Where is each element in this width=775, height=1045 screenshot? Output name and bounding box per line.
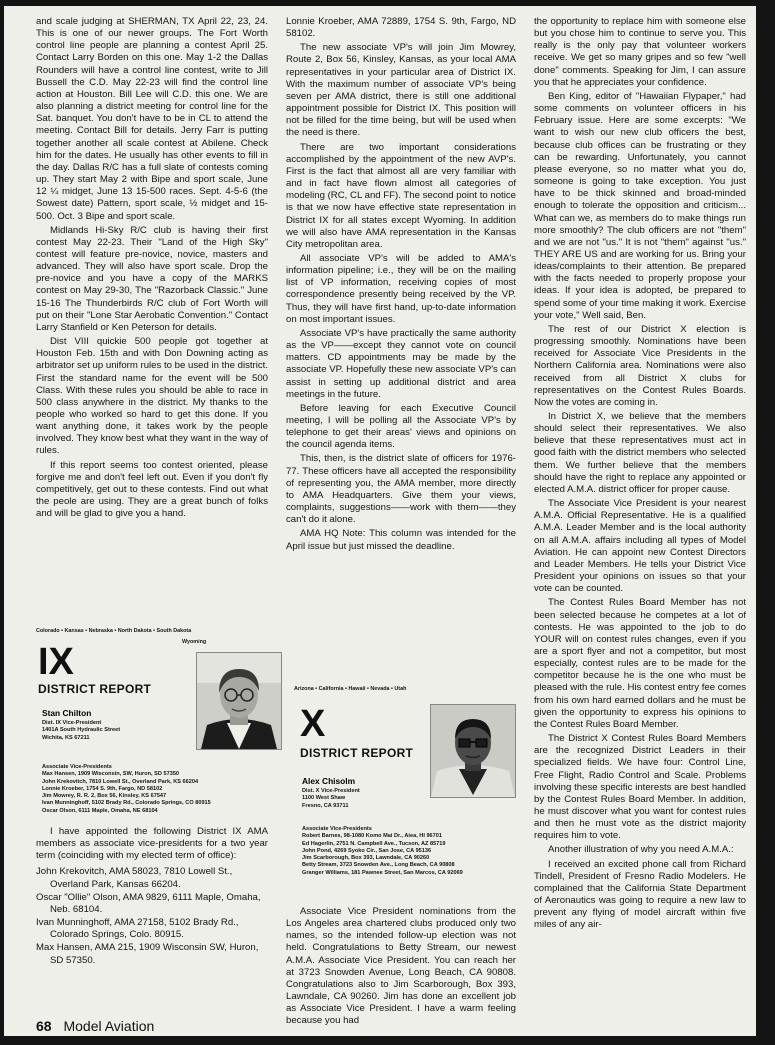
district-10-vp-name: Alex Chisolm: [302, 776, 356, 786]
col1-paragraph-1: and scale judging at SHERMAN, TX April 22, 23, 24. This is one of our newer groups. The Fort Worth control line people are planning a contest April 25. Contact Larry Borden on this one. May 1-2 the Dallas Rounders will have a control line contest, write to Jill Bussell the C.D. May 22-23 will find the control line action at Houston. Bill Lee will C.D. this one. We are also planning a district meeting for control line for the Sat. banquet. You don't have to be in CL to attend the meeting. Contact Bill for details. Jerry Farr is putting together another all scale contest at Abilene. Check him for the dates. He usually has other events to fill in the day. Dallas R/C has a full slate of contests coming up. They start May 2 with Bipe and sport scale, June 12 ¼ midget, June 13 15-500 races. Sept. 4-5-6 (the Sowest date) Pattern, sport scale, ½ midget and 15-500. Oct. 3 Bipe and sport scale.: [36, 16, 268, 222]
district-10-avp-item: Jim Scarborough, Box 393, Lawndale, CA 90260: [302, 855, 430, 862]
col2-paragraph-0: Lonnie Kroeber, AMA 72889, 1754 S. 9th, Fargo, ND 58102.: [286, 16, 516, 40]
column-2: [286, 16, 516, 555]
col3-paragraph-2: Ben King, editor of "Hawaiian Flypaper," had some comments on volunteer officers in his February issue. Here are some excerpts: "We want to wish our new club officers the best, because club offices can be frustrating or they can be rewarding. Unfortunately, you cannot please everyone, so no matter what you do, someone is going to take exception. You just have to be thick skinned and broad-minded enough to tolerate the opposition and criticism... What can we, as members do to make things run more smoothly? The club officers are not "them" and we are not "us." It is not "them" against "us." THEY ARE US and are working for us. Bring your ideas/complaints to their attention. Be prepared with the facts needed to properly propose your ideas. If your idea is adopted, be prepared to spend some of your time making it work. Exercise your vote," Well said, Ben.: [534, 90, 746, 321]
district-10-vp-photo: [430, 704, 516, 798]
district-9-avp-item: Oscar Olson, 6111 Maple, Omaha, NE 68104: [42, 807, 158, 814]
district-10-states: Arizona • California • Hawaii • Nevada • Utah: [294, 686, 407, 692]
district-10-vp-address-1: 1100 West Shaw: [302, 795, 346, 802]
district-10-title: DISTRICT REPORT: [300, 746, 414, 760]
district-10-avp-item: Granger Williams, 181 Pawnee Street, San Marcos, CA 92069: [302, 869, 463, 876]
col2-paragraph-6: This, then, is the district slate of officers for 1976-77. These officers have all accepted the responsibility of representing you, the AMA member, more directly to AMA Headquarters. Give them your views, complaints, suggestions——work with them——they can't do it alone.: [286, 453, 516, 526]
col1b-intro: I have appointed the following District IX AMA members as associate vice-presidents for a two year term (coinciding with my elected term of office):: [36, 826, 268, 862]
col3-paragraph-4: In District X, we believe that the members should select their representatives. We also believe that these representatives must act in good faith with the district members who selected them. We further believe that the members should have the right to replace any appointed or elected A.M.A. district officer for proper cause.: [534, 411, 746, 495]
col3-paragraph-9: I received an excited phone call from Richard Tindell, President of Fresno Radio Modelers. He complained that the California State Department of Aeronautics was going to require a new law to prevent any flying of model aircraft within five miles of any air-: [534, 858, 746, 931]
col2-paragraph-5: Before leaving for each Executive Council meeting, I will be polling all the Associate VP's by telephone to get their areas' views and opinions on the council agenda items.: [286, 402, 516, 451]
col1b-entry: Ivan Munninghoff, AMA 27158, 5102 Brady Rd., Colorado Springs, Colo. 80915.: [36, 917, 239, 941]
col2-paragraph-2: There are two important considerations accomplished by the appointment of the new AVP's. First is the fact that almost all are very familiar with and in fact have flown almost all categories of modeling (RC, CL and FF). The second point to notice is that we now have effective state representation in District IX for all states except Wyoming. In addition we will also have AMA representation in the Kansas City metropolitan area.: [286, 141, 516, 250]
col3-paragraph-3: The rest of our District X election is progressing smoothly. Nominations have been received for Associate Vice Presidents in the Northern California area. Nominations were also received from all District X clubs for representatives on the Contest Rules Boards. Now the votes are coming in.: [534, 323, 746, 408]
district-10-box: [294, 686, 520, 900]
district-10-avp-heading: Associate Vice-Presidents: [302, 826, 372, 832]
col3-paragraph-7: The District X Contest Rules Board Members are the recognized District Leaders in their specialized fields. We have four: Control Line, Free Flight, Radio Control and Scale. Problems involving these specific interests are best handled by the Contest Rules Board Member. In addition, he must discover what you want for contest rules and then he must vote as the district majority requires him to vote.: [534, 733, 746, 842]
page-footer: [36, 1018, 154, 1034]
column-2-bottom: [286, 906, 516, 1030]
col3-paragraph-5: The Associate Vice President is your nearest A.M.A. Official Representative. He is a qualified A.M.A. Leader Member and is the local authority on all A.M.A. affairs including all types of Model Aviation. He can appoint new Contest Directors and Leader Members. He tells your District Vice President your opinions on issues so that your vote can be counted.: [534, 498, 746, 595]
portrait-stan-chilton: [197, 653, 281, 749]
col1-paragraph-4: If this report seems too contest oriented, please forgive me and don't feel left out. Even if you don't fly competitively, get out to these contests. Find out what the peole are using. They are a great bunch of folks and will be glad to give you a hand.: [36, 459, 268, 520]
district-10-avp-list: [302, 826, 520, 877]
district-9-vp-name: Stan Chilton: [42, 708, 92, 718]
district-9-avp-item: John Krekovitch, 7810 Lowell St., Overland Park, KS 66204: [42, 778, 199, 785]
magazine-page: [4, 6, 756, 1036]
col1b-entry: Max Hansen, AMA 215, 1909 Wisconsin SW, Huron, SD 57350.: [36, 942, 259, 966]
col1b-entry: John Krekovitch, AMA 58023, 7810 Lowell St., Overland Park, Kansas 66204.: [36, 866, 233, 890]
district-10-avp-item: Robert Barnes, 98-1080 Komo Mai Dr., Aiea, HI 96701: [302, 833, 443, 840]
portrait-alex-chisolm: [431, 705, 515, 797]
col2b-paragraph-1: Associate Vice President nominations from the Los Angeles area chartered clubs produced only two names, so the intended follow-up election was not held. Congratulations to Betty Stream, our newest A.M.A. Associate Vice President. You can reach her at 3723 Snowden Avenue, Long Beach, CA 90808. Congratulations also to Jim Scarborough, Box 393, Lawndale, CA 90260. Jim has done an excellent job as Associate Vice President. I have a warm feeling because you had: [286, 906, 516, 1027]
district-9-vp-address-2: Wichita, KS 67211: [42, 734, 90, 741]
district-9-vp-photo: [196, 652, 282, 750]
district-9-box: [36, 628, 276, 828]
district-9-vp-address-1: 1401A South Hydraulic Street: [42, 727, 121, 734]
col2-paragraph-4: Associate VP's have practically the same authority as the VP——except they cannot vote on council matters. CD appointments may be made by the associate VP. Hopefully these new associate VP's can assist in setting up additional district and area meetings in the future.: [286, 327, 516, 400]
district-9-avp-item: Jim Mowrey, R. R. 2, Box 56, Kinsley, KS 67547: [42, 793, 167, 800]
column-1: [36, 16, 268, 522]
district-10-avp-item: Ed Hagerlin, 2751 N. Campbell Ave., Tucson, AZ 85719: [302, 840, 446, 847]
column-1-bottom: [36, 826, 268, 968]
district-9-title: DISTRICT REPORT: [38, 682, 152, 696]
district-9-states: Colorado • Kansas • Nebraska • North Dakota • South Dakota: [36, 628, 192, 634]
district-10-vp-title: Dist. X Vice-President: [302, 788, 360, 794]
district-10-number: X: [300, 703, 326, 745]
magazine-title: Model Aviation: [63, 1018, 155, 1034]
district-10-avp-item: John Pond, 4269 Syoko Cir., San Jose, CA 95136: [302, 847, 432, 854]
district-9-vp-title: Dist. IX Vice-President: [42, 720, 102, 726]
col3-paragraph-1: the opportunity to replace him with someone else but you chose him to continue to serve you. This really is the only pay that volunteer workers receive. We get so many gripes and so few "well done" comments. Speaking for Jim, I can assure you that he appreciates your confidence.: [534, 16, 746, 88]
district-9-avp-item: Ivan Munninghoff, 5102 Brady Rd., Colorado Springs, CO 80915: [42, 800, 211, 807]
col2-paragraph-7: AMA HQ Note: This column was intended for the April issue but just missed the deadline.: [286, 528, 516, 552]
district-9-states-line-2: Wyoming: [182, 639, 207, 645]
district-10-avp-item: Betty Stream, 3723 Snowden Ave., Long Beach, CA 90808: [302, 862, 455, 869]
district-9-avp-heading: Associate Vice-Presidents: [42, 764, 112, 770]
district-9-avp-item: Lonnie Kroeber, 1754 S. 9th, Fargo, ND 58102: [42, 785, 163, 792]
col2-paragraph-1: The new associate VP's will join Jim Mowrey, Route 2, Box 56, Kinsley, Kansas, as your local AMA representatives in your particular area of District IX. With the maximum number of associate VP's being seven per AMA district, there is still one additional appointment possible for District IX. This position will not be filled for the time being, but will be used when the need is there.: [286, 42, 516, 139]
district-9-number: IX: [38, 641, 74, 683]
col1-paragraph-3: Dist VIII quickie 500 people got together at Houston Feb. 15th and with Don Downing acting as arbitrator set up uniform rules to be used in the district. First the standard name for the event will be 500 Class. With these rules you should be able to race in 500 class anywhere in the district. My thanks to the people who worked so hard to get this done. If you want anything done, it takes work by the people involved. They know best what they want in the way of rules.: [36, 336, 268, 457]
district-9-avp-item: Max Hansen, 1909 Wisconsin, SW, Huron, SD 57350: [42, 771, 180, 778]
district-9-avp-list: [42, 764, 272, 815]
col2-paragraph-3: All associate VP's will be added to AMA's information pipeline; i.e., they will be on the mailing list of VP information, receiving copies of most correspondence presently being received by the VP. Thus, they will have first hand, up-to-date information on most important issues.: [286, 252, 516, 325]
column-3: [534, 16, 746, 934]
col1b-entry: Oscar "Ollie" Olson, AMA 9829, 6111 Maple, Omaha, Neb. 68104.: [36, 891, 261, 915]
page-number: 68: [36, 1018, 52, 1034]
col1-paragraph-2: Midlands Hi-Sky R/C club is having their first contest May 22-23. Their "Land of the High Sky" contest will feature pre-novice, novice, masters and advanced. They will also have sport scale. Drop the pre-novice and you have a copy of the MARKS contest on May 29-30, The "Razorback Classic." June 15-16 The Thunderbirds R/C club of Fort Worth will put on their "Lone Star Aerobatic Convention." Contact Larry Stanfield or Ken Peterson for details.: [36, 224, 268, 333]
district-10-vp-address-2: Fresno, CA 93711: [302, 802, 349, 809]
col3-paragraph-8: Another illustration of why you need A.M.A.:: [548, 844, 734, 856]
col3-paragraph-6: The Contest Rules Board Member has not been selected because he competes at a lot of contests. He was appointed to the job to do YOUR will on contest rules changes, even if you are a sport flyer and not a competitor, but most especially, contest rules are to be made for the competitor because he is the one who must be pleased with the rule. His contest entry fee comes from his own hard earned dollars and he must be given the opportunity to express his opinions to the Contest Rules Board Member.: [534, 597, 746, 730]
